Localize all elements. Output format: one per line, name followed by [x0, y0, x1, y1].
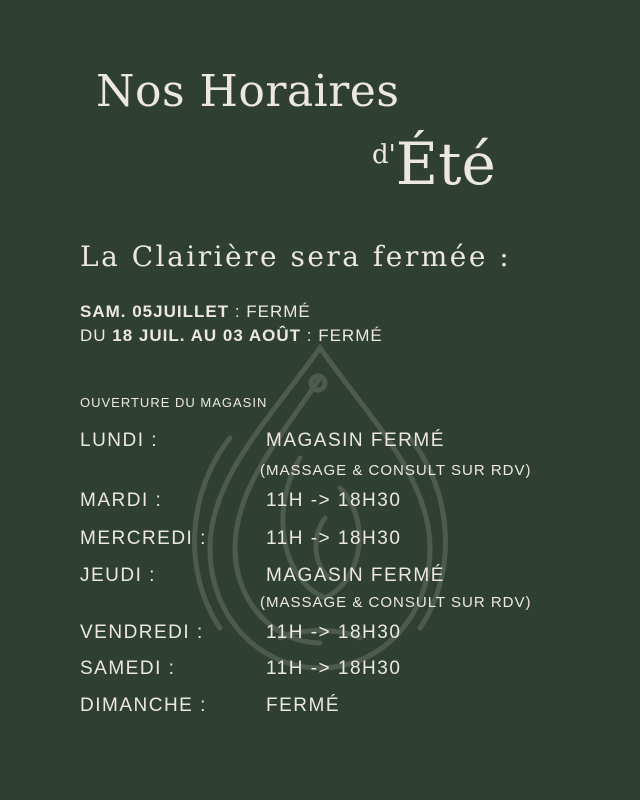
schedule-hours: MAGASIN FERMÉ	[266, 430, 445, 451]
closure-list	[80, 300, 383, 348]
schedule-hours: MAGASIN FERMÉ	[266, 565, 445, 586]
schedule-hours: 11H -> 18H30	[266, 528, 402, 549]
title-season: Été	[395, 130, 496, 198]
schedule-note: (MASSAGE & CONSULT SUR RDV)	[260, 594, 532, 611]
schedule-day: VENDREDI :	[80, 622, 204, 643]
closure-date: 18 JUIL. AU 03 AOÛT	[112, 326, 302, 345]
closure-item: DU 18 JUIL. AU 03 AOÛT : FERMÉ	[80, 326, 383, 345]
schedule-note: (MASSAGE & CONSULT SUR RDV)	[260, 462, 532, 479]
schedule-hours: 11H -> 18H30	[266, 622, 402, 643]
closure-heading: La Clairière sera fermée :	[80, 240, 512, 273]
schedule-day: DIMANCHE :	[80, 695, 207, 716]
schedule-day: SAMEDI :	[80, 658, 176, 679]
closure-status: FERMÉ	[246, 302, 311, 321]
schedule-hours: 11H -> 18H30	[266, 490, 402, 511]
closure-status: FERMÉ	[318, 326, 383, 345]
closure-date: SAM. 05JUILLET	[80, 302, 230, 321]
closure-item: SAM. 05JUILLET : FERMÉ	[80, 302, 311, 321]
title-prefix: d'	[372, 140, 396, 170]
schedule-day: JEUDI :	[80, 565, 156, 586]
closure-prefix: DU	[80, 326, 107, 345]
schedule-day: MERCREDI :	[80, 528, 207, 549]
schedule-hours: FERMÉ	[266, 695, 340, 716]
page-title-season	[372, 130, 496, 198]
schedule-day: LUNDI :	[80, 430, 159, 451]
schedule-hours: 11H -> 18H30	[266, 658, 402, 679]
page-title: Nos Horaires	[96, 66, 400, 117]
schedule-day: MARDI :	[80, 490, 163, 511]
section-label: OUVERTURE DU MAGASIN	[80, 395, 268, 410]
